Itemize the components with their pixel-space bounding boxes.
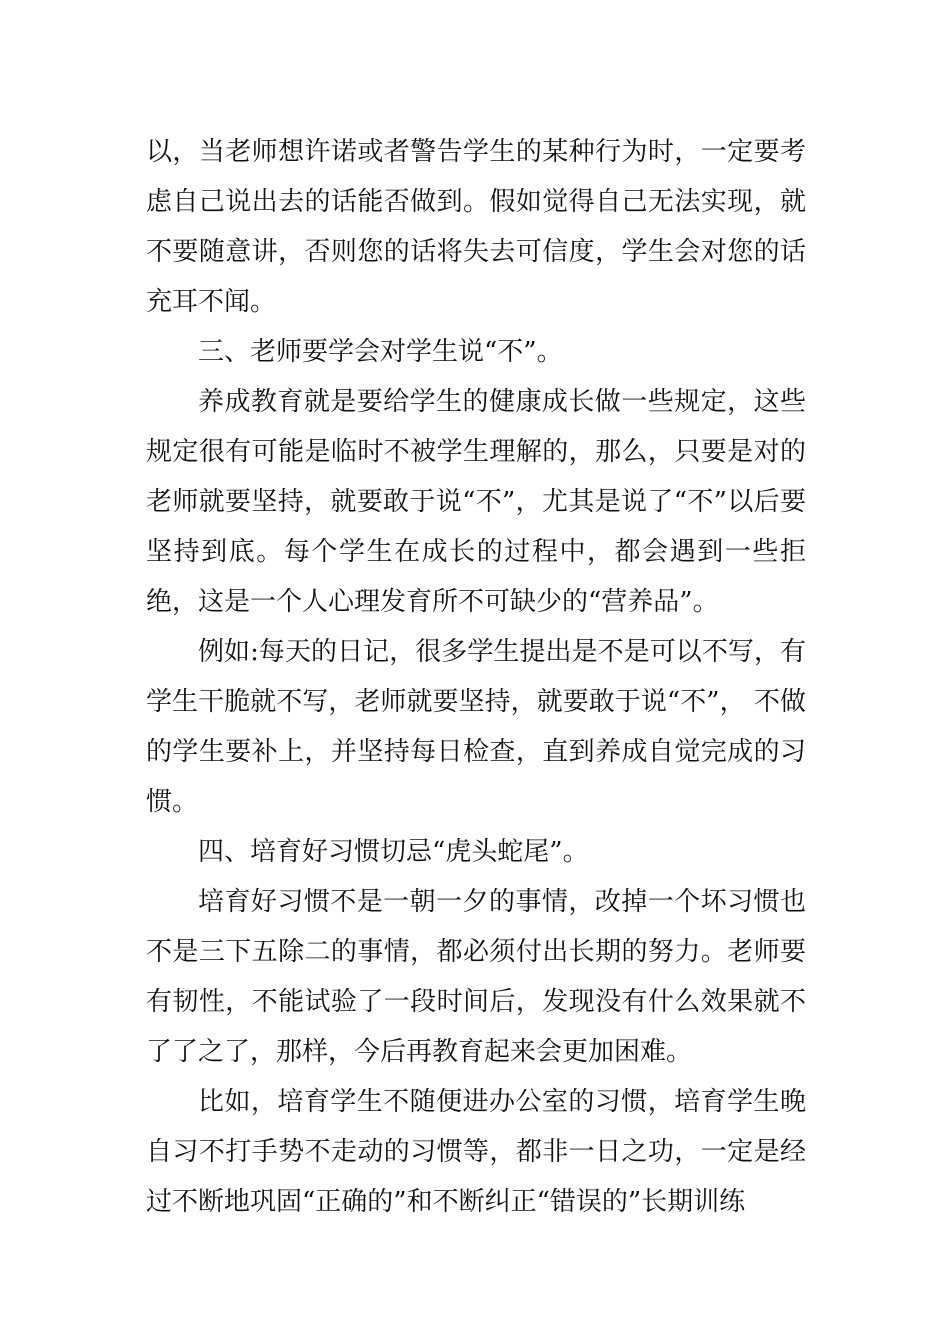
paragraph: 培育好习惯不是一朝一夕的事情，改掉一个坏习惯也不是三下五除二的事情，都必须付出长期的努力。老师要有韧性，不能试验了一段时间后，发现没有什么效果就不了了之了，那样，今后再教育起来会更加困难。: [146, 887, 806, 1067]
paragraph: 养成教育就是要给学生的健康成长做一些规定，这些规定很有可能是临时不被学生理解的，那么，只要是对的老师就要坚持，就要敢于说“不”，尤其是说了“不”以后要坚持到底。每个学生在成长的过程中，都会遇到一些拒绝，这是一个人心理发育所不可缺少的“营养品”。: [146, 387, 806, 617]
section-heading-four: 四、培育好习惯切忌“虎头蛇尾”。: [198, 837, 589, 867]
paragraph-continued: 以，当老师想许诺或者警告学生的某种行为时，一定要考虑自己说出去的话能否做到。假如觉得自己无法实现，就不要随意讲，否则您的话将失去可信度，学生会对您的话充耳不闻。: [146, 137, 806, 317]
document-body: [146, 127, 806, 1227]
section-heading-three: 三、老师要学会对学生说“不”。: [198, 337, 563, 367]
paragraph-example: 比如，培育学生不随便进办公室的习惯，培育学生晚自习不打手势不走动的习惯等，都非一日之功，一定是经过不断地巩固“正确的”和不断纠正“错误的”长期训练: [146, 1087, 806, 1217]
paragraph-example: 例如:每天的日记，很多学生提出是不是可以不写，有学生干脆就不写，老师就要坚持，就要敢于说“不”， 不做的学生要补上，并坚持每日检查，直到养成自觉完成的习惯。: [146, 637, 806, 817]
